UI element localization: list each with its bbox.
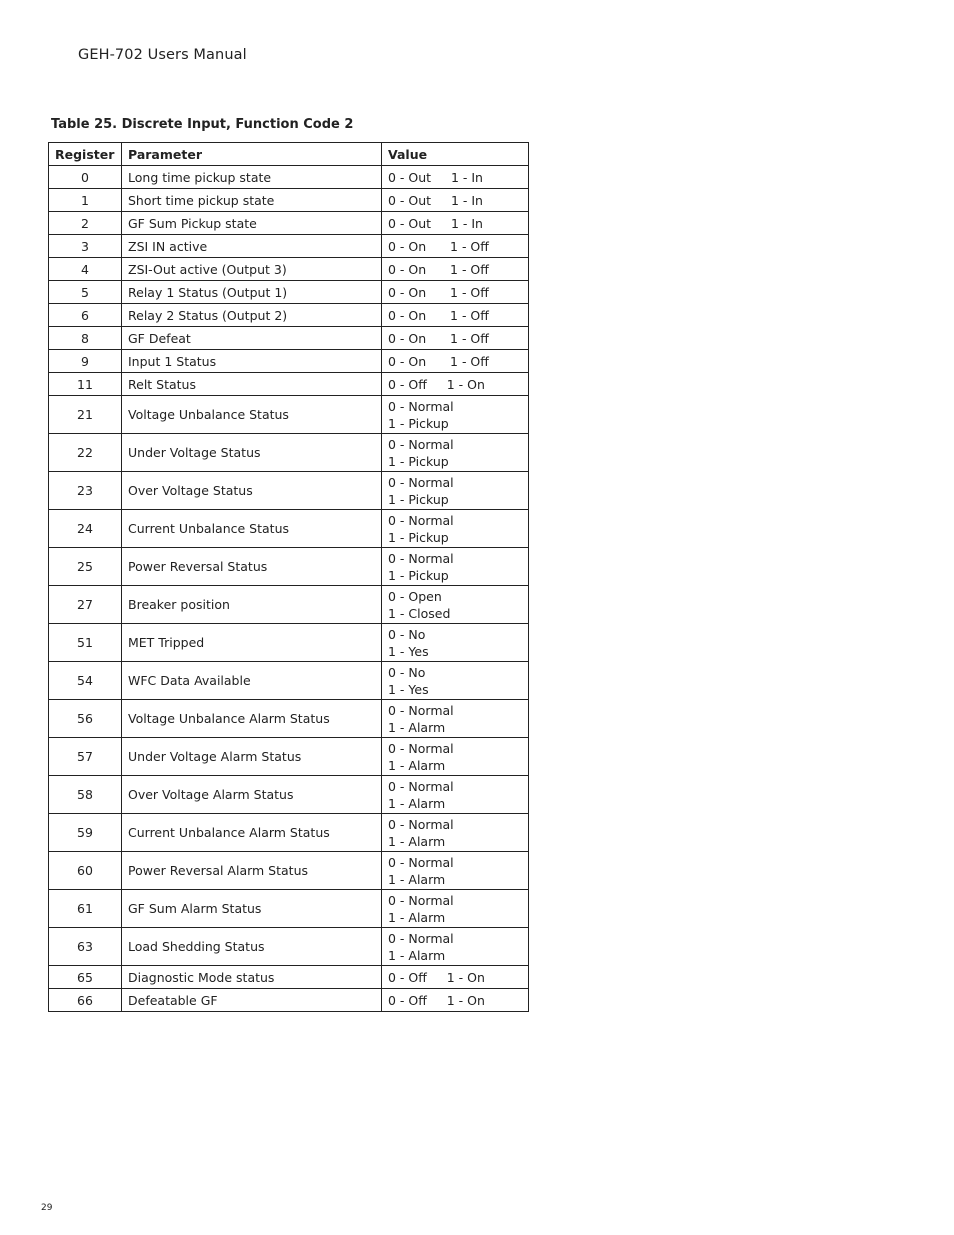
- value-line: 1 - Alarm: [388, 833, 446, 849]
- value-cell: [382, 624, 529, 662]
- table-row: [49, 258, 529, 281]
- value-cell: [382, 350, 529, 373]
- parameter-cell: Relay 2 Status (Output 2): [122, 304, 382, 327]
- value-cell: [382, 989, 529, 1012]
- value-line: 1 - Pickup: [388, 453, 449, 469]
- table-row: [49, 738, 529, 776]
- register-cell: 59: [49, 814, 122, 852]
- register-cell: 11: [49, 373, 122, 396]
- value-line: 0 - Normal: [388, 778, 454, 794]
- value-line: 0 - Normal: [388, 474, 454, 490]
- register-cell: 24: [49, 510, 122, 548]
- register-cell: 2: [49, 212, 122, 235]
- table-row: [49, 189, 529, 212]
- table-row: [49, 814, 529, 852]
- parameter-cell: WFC Data Available: [122, 662, 382, 700]
- value-line: 1 - Pickup: [388, 415, 449, 431]
- table-row: [49, 890, 529, 928]
- value-cell: [382, 738, 529, 776]
- value-line: 1 - Alarm: [388, 909, 446, 925]
- register-cell: 54: [49, 662, 122, 700]
- value-line: 1 - Alarm: [388, 795, 446, 811]
- register-cell: 21: [49, 396, 122, 434]
- parameter-cell: Short time pickup state: [122, 189, 382, 212]
- parameter-cell: Defeatable GF: [122, 989, 382, 1012]
- register-cell: 60: [49, 852, 122, 890]
- value-line: 1 - Alarm: [388, 947, 446, 963]
- register-cell: 8: [49, 327, 122, 350]
- table-row: [49, 396, 529, 434]
- value-line: 0 - Normal: [388, 550, 454, 566]
- value-cell: [382, 890, 529, 928]
- value-line: 0 - Normal: [388, 702, 454, 718]
- table-row: [49, 776, 529, 814]
- value-line: 0 - Out 1 - In: [388, 169, 483, 185]
- column-header-parameter: Parameter: [122, 143, 382, 166]
- register-cell: 58: [49, 776, 122, 814]
- value-line: 0 - On 1 - Off: [388, 261, 489, 277]
- value-cell: [382, 928, 529, 966]
- table-row: [49, 472, 529, 510]
- value-line: 1 - Alarm: [388, 719, 446, 735]
- value-line: 0 - Off 1 - On: [388, 992, 485, 1008]
- parameter-cell: Power Reversal Status: [122, 548, 382, 586]
- register-cell: 25: [49, 548, 122, 586]
- parameter-cell: Current Unbalance Alarm Status: [122, 814, 382, 852]
- value-line: 0 - Off 1 - On: [388, 969, 485, 985]
- table-body: [49, 166, 529, 1012]
- register-cell: 3: [49, 235, 122, 258]
- value-cell: [382, 189, 529, 212]
- table-row: [49, 510, 529, 548]
- table-row: [49, 624, 529, 662]
- value-cell: [382, 586, 529, 624]
- table-header-row: [49, 143, 529, 166]
- value-cell: [382, 373, 529, 396]
- parameter-cell: GF Sum Alarm Status: [122, 890, 382, 928]
- value-cell: [382, 235, 529, 258]
- register-cell: 63: [49, 928, 122, 966]
- value-line: 0 - On 1 - Off: [388, 330, 489, 346]
- value-line: 0 - Normal: [388, 512, 454, 528]
- value-cell: [382, 304, 529, 327]
- table-row: [49, 434, 529, 472]
- value-cell: [382, 814, 529, 852]
- value-cell: [382, 776, 529, 814]
- register-cell: 27: [49, 586, 122, 624]
- parameter-cell: Relay 1 Status (Output 1): [122, 281, 382, 304]
- value-cell: [382, 548, 529, 586]
- register-cell: 61: [49, 890, 122, 928]
- value-line: 0 - Normal: [388, 436, 454, 452]
- value-cell: [382, 166, 529, 189]
- column-header-value: Value: [382, 143, 529, 166]
- table-row: [49, 989, 529, 1012]
- value-cell: [382, 966, 529, 989]
- parameter-cell: Under Voltage Alarm Status: [122, 738, 382, 776]
- parameter-cell: GF Defeat: [122, 327, 382, 350]
- value-line: 0 - On 1 - Off: [388, 284, 489, 300]
- parameter-cell: Voltage Unbalance Alarm Status: [122, 700, 382, 738]
- register-cell: 66: [49, 989, 122, 1012]
- value-line: 0 - Open: [388, 588, 442, 604]
- parameter-cell: Breaker position: [122, 586, 382, 624]
- register-cell: 22: [49, 434, 122, 472]
- parameter-cell: ZSI IN active: [122, 235, 382, 258]
- table-row: [49, 212, 529, 235]
- value-line: 0 - Normal: [388, 854, 454, 870]
- value-cell: [382, 396, 529, 434]
- register-cell: 57: [49, 738, 122, 776]
- value-line: 0 - No: [388, 626, 426, 642]
- value-cell: [382, 281, 529, 304]
- value-cell: [382, 472, 529, 510]
- parameter-cell: Input 1 Status: [122, 350, 382, 373]
- parameter-cell: GF Sum Pickup state: [122, 212, 382, 235]
- table-row: [49, 350, 529, 373]
- value-line: 0 - Normal: [388, 930, 454, 946]
- table-row: [49, 700, 529, 738]
- value-line: 0 - On 1 - Off: [388, 238, 489, 254]
- table-row: [49, 281, 529, 304]
- value-cell: [382, 434, 529, 472]
- parameter-cell: MET Tripped: [122, 624, 382, 662]
- value-cell: [382, 327, 529, 350]
- value-line: 0 - Normal: [388, 816, 454, 832]
- parameter-cell: Under Voltage Status: [122, 434, 382, 472]
- value-cell: [382, 510, 529, 548]
- value-cell: [382, 852, 529, 890]
- value-line: 1 - Yes: [388, 681, 429, 697]
- register-cell: 9: [49, 350, 122, 373]
- value-line: 1 - Yes: [388, 643, 429, 659]
- table-row: [49, 166, 529, 189]
- value-line: 1 - Pickup: [388, 529, 449, 545]
- column-header-register: Register: [49, 143, 122, 166]
- value-line: 0 - Off 1 - On: [388, 376, 485, 392]
- table-row: [49, 304, 529, 327]
- value-line: 0 - On 1 - Off: [388, 307, 489, 323]
- table-row: [49, 548, 529, 586]
- parameter-cell: ZSI-Out active (Output 3): [122, 258, 382, 281]
- register-cell: 65: [49, 966, 122, 989]
- value-line: 1 - Pickup: [388, 567, 449, 583]
- table-row: [49, 373, 529, 396]
- register-cell: 1: [49, 189, 122, 212]
- table-row: [49, 662, 529, 700]
- parameter-cell: Current Unbalance Status: [122, 510, 382, 548]
- document-header-title: GEH-702 Users Manual: [78, 47, 247, 63]
- parameter-cell: Voltage Unbalance Status: [122, 396, 382, 434]
- value-line: 0 - Out 1 - In: [388, 215, 483, 231]
- value-line: 1 - Closed: [388, 605, 451, 621]
- register-cell: 6: [49, 304, 122, 327]
- register-cell: 4: [49, 258, 122, 281]
- table-row: [49, 586, 529, 624]
- register-cell: 56: [49, 700, 122, 738]
- table-row: [49, 852, 529, 890]
- value-line: 0 - Normal: [388, 892, 454, 908]
- parameter-cell: Over Voltage Status: [122, 472, 382, 510]
- parameter-cell: Long time pickup state: [122, 166, 382, 189]
- register-cell: 5: [49, 281, 122, 304]
- table-row: [49, 327, 529, 350]
- value-line: 1 - Alarm: [388, 871, 446, 887]
- table-row: [49, 235, 529, 258]
- value-cell: [382, 662, 529, 700]
- value-line: 0 - Normal: [388, 740, 454, 756]
- value-line: 0 - On 1 - Off: [388, 353, 489, 369]
- register-cell: 51: [49, 624, 122, 662]
- value-cell: [382, 212, 529, 235]
- register-cell: 23: [49, 472, 122, 510]
- register-cell: 0: [49, 166, 122, 189]
- page-number: 29: [41, 1203, 53, 1213]
- parameter-cell: Power Reversal Alarm Status: [122, 852, 382, 890]
- value-cell: [382, 700, 529, 738]
- value-line: 1 - Pickup: [388, 491, 449, 507]
- parameter-cell: Relt Status: [122, 373, 382, 396]
- table-caption: Table 25. Discrete Input, Function Code 2: [51, 117, 354, 132]
- value-line: 0 - No: [388, 664, 426, 680]
- discrete-input-table: [48, 142, 529, 1012]
- parameter-cell: Diagnostic Mode status: [122, 966, 382, 989]
- value-cell: [382, 258, 529, 281]
- table-row: [49, 928, 529, 966]
- value-line: 1 - Alarm: [388, 757, 446, 773]
- value-line: 0 - Out 1 - In: [388, 192, 483, 208]
- value-line: 0 - Normal: [388, 398, 454, 414]
- parameter-cell: Over Voltage Alarm Status: [122, 776, 382, 814]
- parameter-cell: Load Shedding Status: [122, 928, 382, 966]
- table-row: [49, 966, 529, 989]
